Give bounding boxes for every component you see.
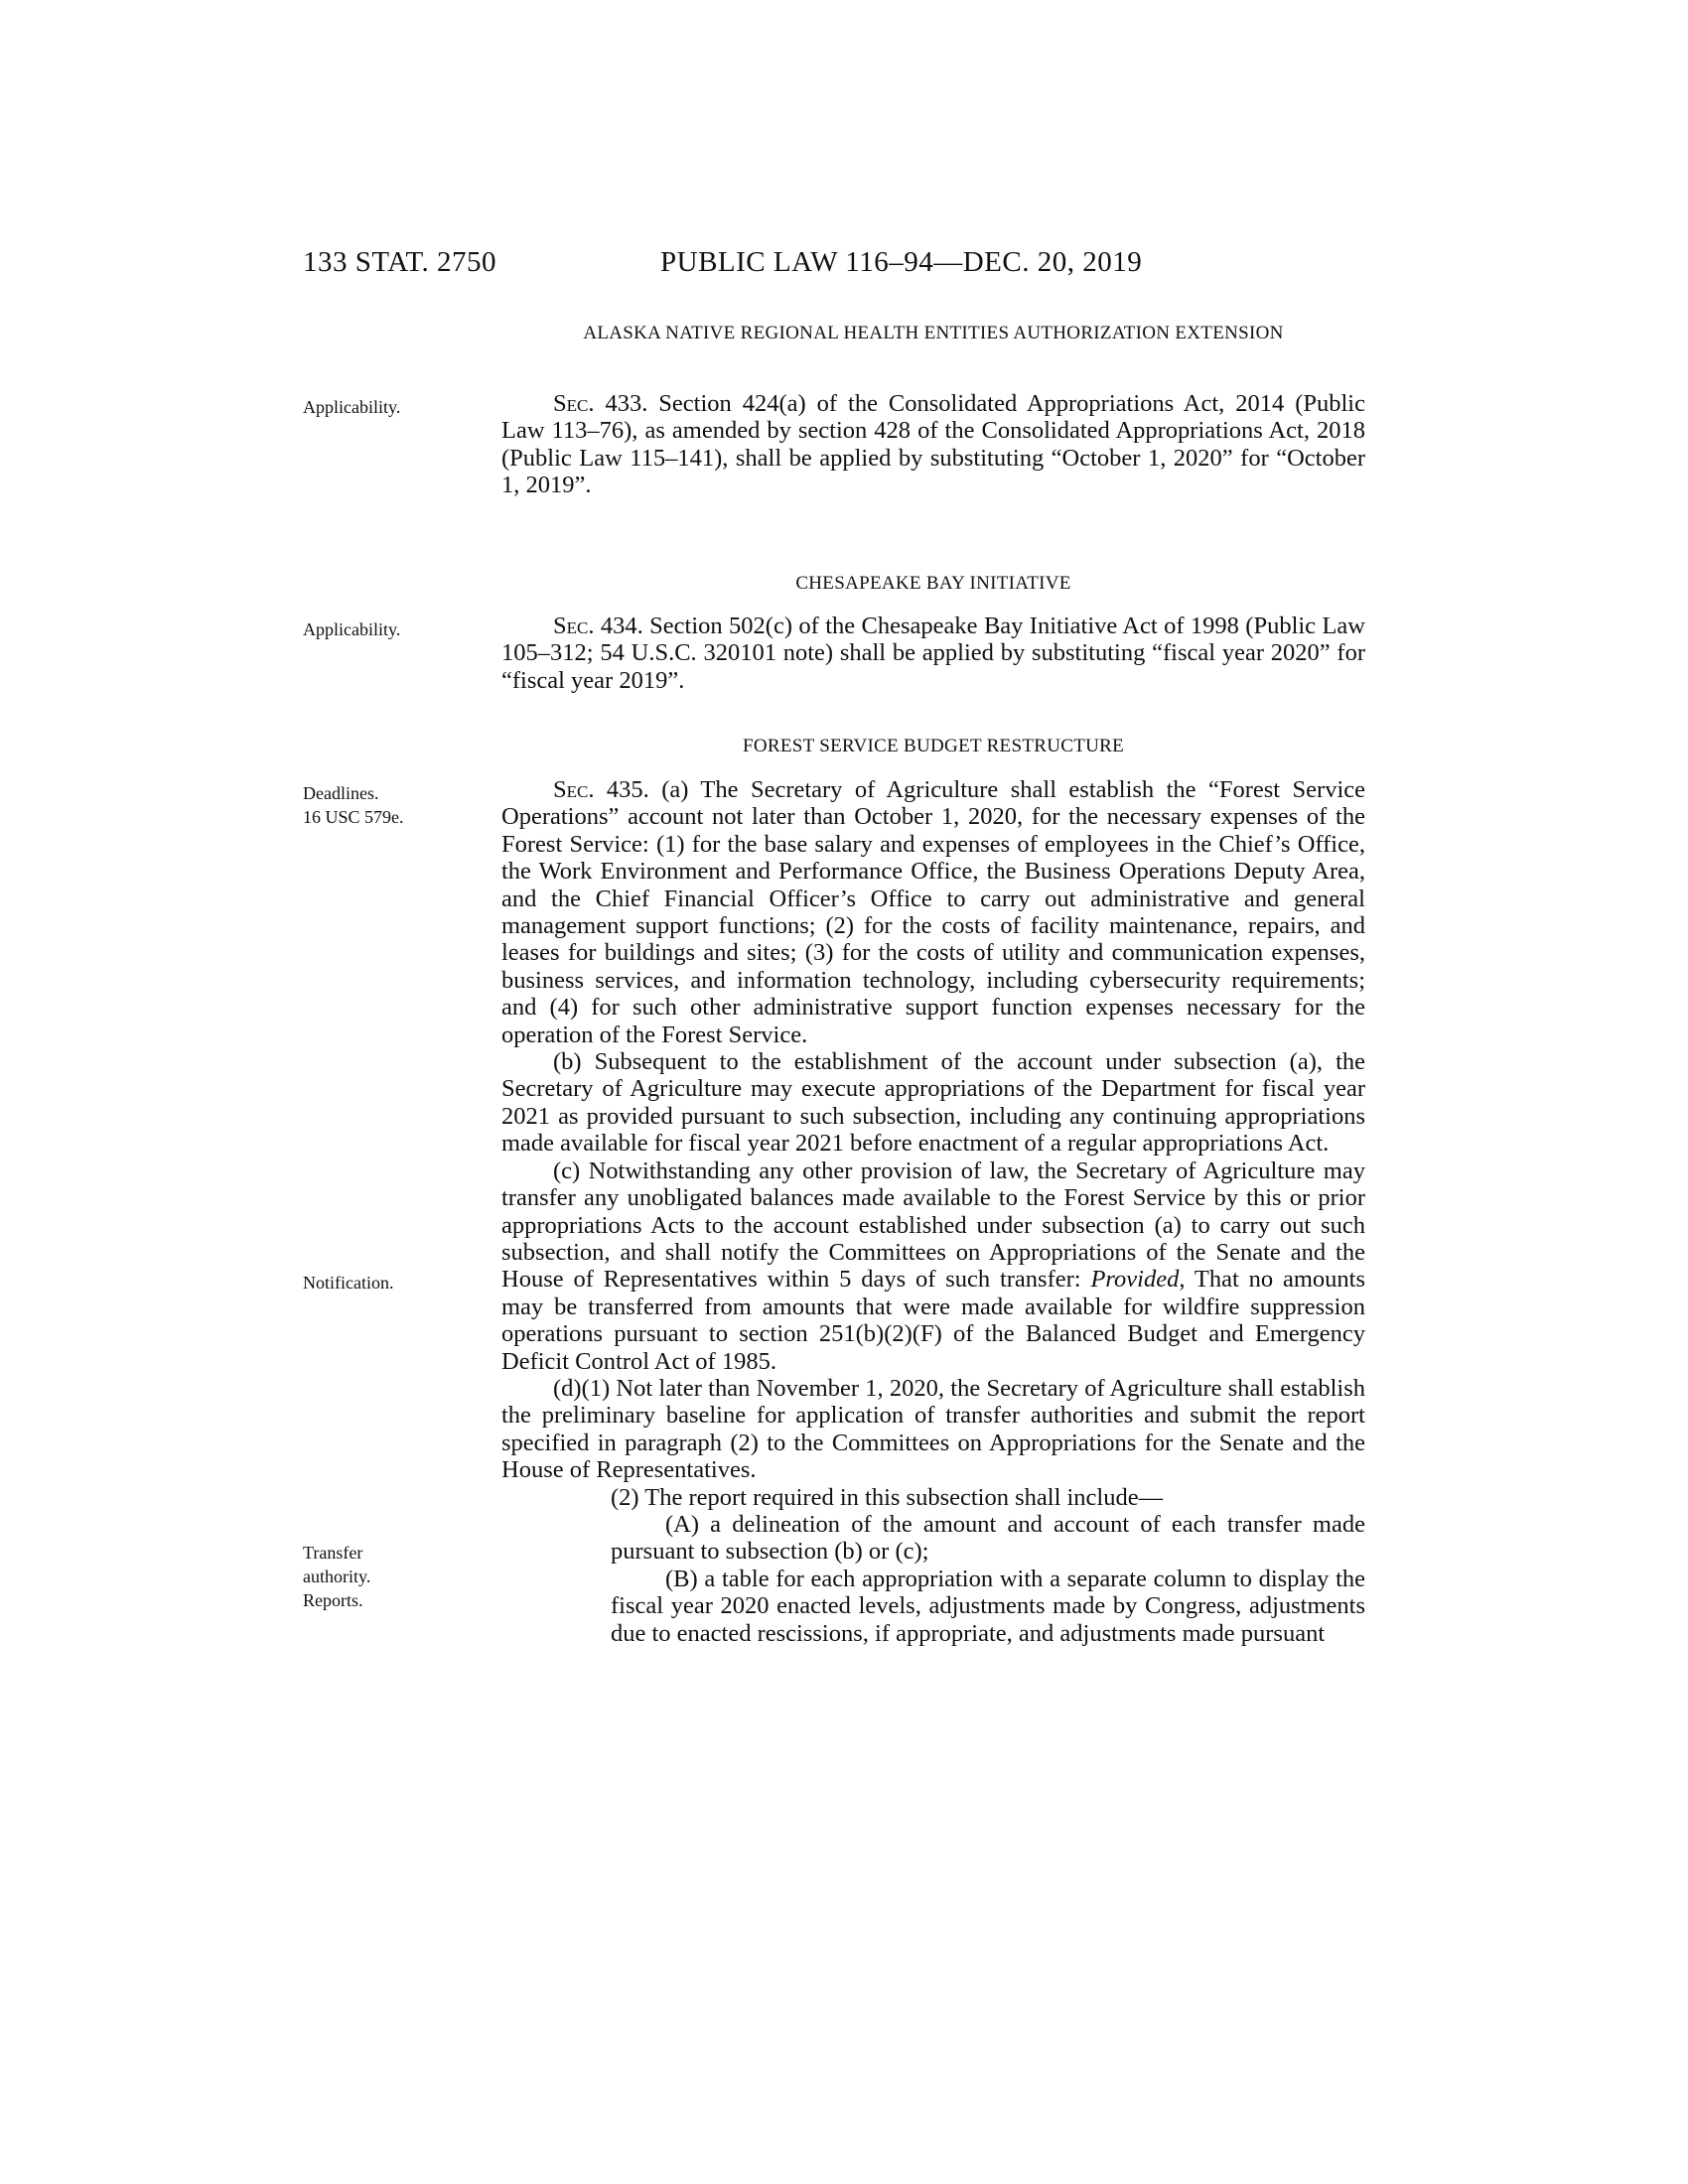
margin-note-transfer-line: Transfer bbox=[303, 1543, 363, 1563]
section-label: Sec. bbox=[553, 390, 595, 417]
margin-note-deadlines bbox=[303, 781, 442, 829]
subsection-c-text-pre: (c) Notwithstanding any other provision of law, the Secretary of Agriculture may transfer any unobligated balances made available to the Forest Service by this or prior appropriations Acts to the account established under subsection (a) to carry out such subsection, and shall notify the Committees on Appropriations of the Senate and the House of Representatives within 5 days of such transfer: bbox=[501, 1157, 1365, 1294]
margin-note-notification: Notification. bbox=[303, 1273, 394, 1293]
section-433-text: 433. Section 424(a) of the Consolidated Appropriations Act, 2014 (Public Law 113–76), as amended by section 428 of the Consolidated Appropriations Act, 2018 (Public Law 115–141), shall be applied by substituting “October 1, 2020” for “October 1, 2019”. bbox=[501, 390, 1365, 499]
section-434-paragraph bbox=[501, 613, 1365, 694]
heading-sec-434: CHESAPEAKE BAY INITIATIVE bbox=[795, 573, 1071, 594]
page-stat-citation: 133 STAT. 2750 bbox=[303, 246, 497, 278]
subsection-a-text: 435. (a) The Secretary of Agriculture shall establish the “Forest Service Operations” account not later than October 1, 2020, for the necessary expenses of the Forest Service: (1) for the base salary and expenses of employees in the Chief’s Office, the Work Environment and Performance Office, the Business Operations Deputy Area, and the Chief Financial Officer’s Office to carry out administrative and general management support functions; (2) for the costs of facility maintenance, repairs, and leases for buildings and sites; (3) for the costs of utility and communication expenses, business services, and information technology, including cybersecurity requirements; and (4) for such other administrative support function expenses necessary for the operation of the Forest Service. bbox=[501, 776, 1365, 1048]
margin-note-reports-line: Reports. bbox=[303, 1590, 363, 1610]
heading-sec-433: ALASKA NATIVE REGIONAL HEALTH ENTITIES AUTHORIZATION EXTENSION bbox=[583, 323, 1284, 343]
subsection-d1: (d)(1) Not later than November 1, 2020, the Secretary of Agriculture shall establish the preliminary baseline for application of transfer authorities and submit the report specified in paragraph (2) to the Committees on Appropriations for the Senate and the House of Representatives. bbox=[501, 1374, 1365, 1484]
section-label: Sec. bbox=[553, 613, 595, 639]
subsection-d2: (2) The report required in this subsection shall include— bbox=[611, 1483, 1164, 1511]
margin-note-applicability-434: Applicability. bbox=[303, 619, 401, 639]
subparagraph-B: (B) a table for each appropriation with a separate column to display the fiscal year 2020 enacted levels, adjustments made by Congress, adjustments due to enacted rescissions, if appropriate, and adjustments made pursuant bbox=[611, 1565, 1365, 1647]
section-433-paragraph bbox=[501, 390, 1365, 499]
margin-note-usc-line: 16 USC 579e. bbox=[303, 807, 404, 827]
subparagraph-A: (A) a delineation of the amount and account of each transfer made pursuant to subsection (b) or (c); bbox=[611, 1510, 1365, 1566]
margin-note-applicability-433: Applicability. bbox=[303, 397, 401, 417]
subsection-b: (b) Subsequent to the establishment of the account under subsection (a), the Secretary of Agriculture may execute appropriations of the Department for fiscal year 2021 as provided pursuant to such subsection, including any continuing appropriations made available for fiscal year 2021 before enactment of a regular appropriations Act. bbox=[501, 1048, 1365, 1158]
margin-note-authority-line: authority. bbox=[303, 1567, 371, 1586]
subsection-a bbox=[501, 776, 1365, 1048]
subsection-c bbox=[501, 1158, 1365, 1375]
page-law-header: PUBLIC LAW 116–94—DEC. 20, 2019 bbox=[660, 246, 1143, 278]
section-434-text: 434. Section 502(c) of the Chesapeake Bay Initiative Act of 1998 (Public Law 105–312; 54 U.S.C. 320101 note) shall be applied by substituting “fiscal year 2020” for “fiscal year 2019”. bbox=[501, 613, 1365, 694]
subsection-c-text-post: , That no amounts may be transferred from amounts that were made available for wildfire suppression operations pursuant to section 251(b)(2)(F) of the Balanced Budget and Emergency Deficit Control Act of 1985. bbox=[501, 1266, 1365, 1375]
section-label: Sec. bbox=[553, 776, 595, 803]
margin-note-deadlines-line: Deadlines. bbox=[303, 783, 379, 803]
provided-italic: Provided bbox=[1090, 1266, 1180, 1294]
section-435-body bbox=[501, 776, 1365, 1647]
margin-note-transfer-authority bbox=[303, 1541, 442, 1612]
heading-sec-435: FOREST SERVICE BUDGET RESTRUCTURE bbox=[742, 736, 1125, 756]
